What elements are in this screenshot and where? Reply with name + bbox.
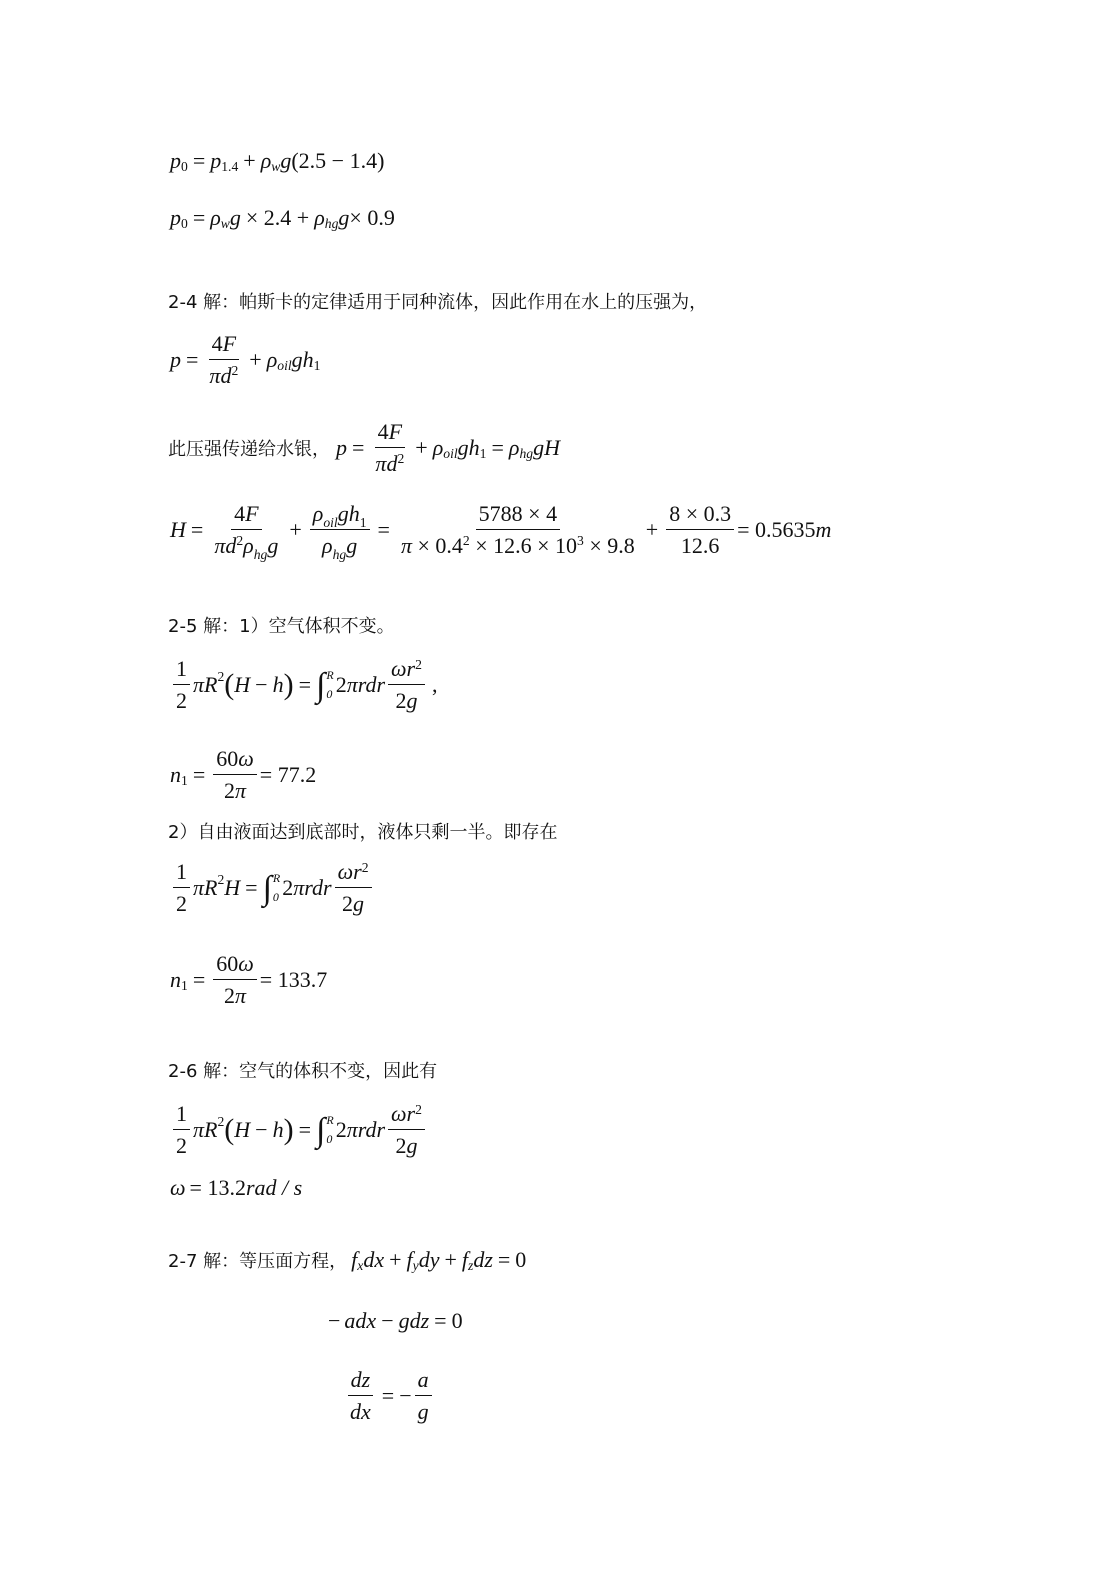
line-2-4b [168, 418, 560, 477]
eq-pressure: p = $\frac{4F}{\pi d2}$ + ρ oil gh 1 [170, 331, 321, 388]
eq-omega: ω = 13.2 rad / s [170, 1175, 303, 1200]
heading-2-4: 2-4 解：帕斯卡的定律适用于同种流体，因此作用在水上的压强为， [168, 292, 708, 313]
eq-p0-2: p 0 = ρ w g × 2.4 + ρ hg g × 0.9 [170, 205, 395, 232]
heading-2-6: 2-6 解：空气的体积不变，因此有 [168, 1061, 438, 1082]
eq-p0-1: p 0 = p 1.4 + ρ w g (2.5 − 1.4) [170, 148, 385, 175]
heading-2-5: 2-5 解：1）空气体积不变。 [168, 616, 395, 637]
eq-equipressure: f x dx + f y dy + f z dz = 0 [351, 1247, 527, 1274]
line-2-7 [168, 1247, 526, 1273]
text-2-5b: 2）自由液面达到底部时，液体只剩一半。即存在 [168, 822, 558, 843]
heading-2-7: 2-7 解：等压面方程， [168, 1251, 348, 1272]
eq-n1-1: n 1 = $\frac{60\omega}{2\pi}$ = 77.2 [170, 746, 317, 803]
eq-volume-2: $\frac{1}{2}$ πR 2 H = ∫ R 0 2 πrdr $\frac{\omega r2}{2g}$ [170, 858, 375, 917]
eq-volume-1: $\frac{1}{2}$ πR 2 ( H − h ) = ∫ R 0 2 πrdr $\frac{\omega r2}{2g}$ , [170, 655, 437, 714]
eq-adx: − adx − gdz = 0 [328, 1308, 463, 1333]
eq-transfer: p = $\frac{4F}{\pi d2}$ + ρ oil gh 1 = ρ hg gH [336, 419, 560, 476]
eq-volume-3: $\frac{1}{2}$ πR 2 ( H − h ) = ∫ R 0 2 πrdr $\frac{\omega r2}{2g}$ [170, 1100, 428, 1159]
eq-n1-2: n 1 = $\frac{60\omega}{2\pi}$ = 133.7 [170, 951, 328, 1008]
eq-H: H = $\frac{4F}{\text{πd2ρhgg}}$ + $\frac{\text{ρoilgh1}}{\text{ρhgg}}$ = $\frac{5788 \times 4}{\pi \times 0.42 \times 12.6 \times 103 \times 9.8}$ + $\frac{8 \times 0.3}{12.6}$ = 0.5635 m [170, 501, 832, 562]
eq-dzdx: $\frac{dz}{dx}$ = − $\frac{a}{g}$ [344, 1366, 435, 1425]
text-2-4b: 此压强传递给水银， [168, 438, 330, 460]
